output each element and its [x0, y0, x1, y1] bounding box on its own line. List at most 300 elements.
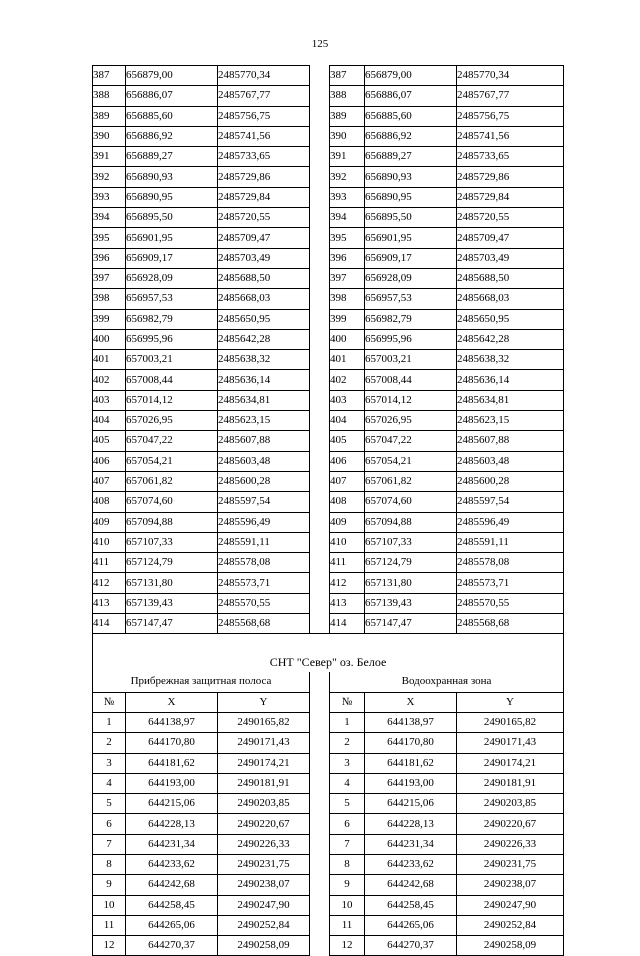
point-number: 412	[93, 573, 126, 593]
x-coordinate: 644270,37	[365, 936, 457, 956]
column-gap	[310, 370, 330, 390]
y-coordinate: 2485638,32	[218, 350, 310, 370]
y-coordinate: 2485729,84	[457, 187, 564, 207]
x-coordinate: 644138,97	[365, 712, 457, 732]
x-coordinate: 656890,93	[365, 167, 457, 187]
column-gap	[310, 553, 330, 573]
x-coordinate: 657026,95	[126, 411, 218, 431]
point-number: 398	[93, 289, 126, 309]
column-gap	[310, 773, 330, 793]
header-x: X	[126, 692, 218, 712]
x-coordinate: 656928,09	[365, 268, 457, 288]
point-number: 392	[330, 167, 365, 187]
table-row	[93, 794, 564, 814]
y-coordinate: 2485570,55	[457, 593, 564, 613]
point-number: 403	[93, 390, 126, 410]
x-coordinate: 657074,60	[365, 492, 457, 512]
point-number: 389	[330, 106, 365, 126]
y-coordinate: 2485642,28	[457, 329, 564, 349]
y-coordinate: 2485607,88	[457, 431, 564, 451]
x-coordinate: 644233,62	[126, 854, 218, 874]
table-row	[93, 329, 564, 349]
y-coordinate: 2490247,90	[457, 895, 564, 915]
left-heading: Прибрежная защитная полоса	[93, 672, 310, 692]
x-coordinate: 656886,07	[126, 86, 218, 106]
point-number: 12	[330, 936, 365, 956]
y-coordinate: 2490174,21	[218, 753, 310, 773]
x-coordinate: 644170,80	[365, 733, 457, 753]
y-coordinate: 2490181,91	[457, 773, 564, 793]
x-coordinate: 644231,34	[365, 834, 457, 854]
y-coordinate: 2485767,77	[457, 86, 564, 106]
point-number: 411	[93, 553, 126, 573]
column-gap	[310, 309, 330, 329]
x-coordinate: 657124,79	[126, 553, 218, 573]
x-coordinate: 656886,07	[365, 86, 457, 106]
point-number: 404	[93, 411, 126, 431]
point-number: 398	[330, 289, 365, 309]
y-coordinate: 2485607,88	[218, 431, 310, 451]
x-coordinate: 656886,92	[365, 126, 457, 146]
point-number: 4	[330, 773, 365, 793]
table-row	[93, 773, 564, 793]
table-row	[93, 411, 564, 431]
point-number: 6	[93, 814, 126, 834]
x-coordinate: 657054,21	[126, 451, 218, 471]
header-y: Y	[218, 692, 310, 712]
y-coordinate: 2490203,85	[457, 794, 564, 814]
point-number: 393	[330, 187, 365, 207]
point-number: 11	[93, 915, 126, 935]
column-gap	[310, 390, 330, 410]
x-coordinate: 656895,50	[126, 208, 218, 228]
x-coordinate: 657094,88	[365, 512, 457, 532]
x-coordinate: 656957,53	[365, 289, 457, 309]
x-coordinate: 656890,95	[126, 187, 218, 207]
table-row	[93, 834, 564, 854]
x-coordinate: 644258,45	[126, 895, 218, 915]
header-y: Y	[457, 692, 564, 712]
point-number: 10	[93, 895, 126, 915]
section-spacer	[93, 634, 564, 653]
header-number: №	[93, 692, 126, 712]
point-number: 390	[93, 126, 126, 146]
point-number: 391	[330, 147, 365, 167]
y-coordinate: 2485573,71	[457, 573, 564, 593]
table-row	[93, 593, 564, 613]
x-coordinate: 657008,44	[365, 370, 457, 390]
x-coordinate: 644228,13	[365, 814, 457, 834]
x-coordinate: 644265,06	[365, 915, 457, 935]
y-coordinate: 2485578,08	[218, 553, 310, 573]
point-number: 397	[330, 268, 365, 288]
point-number: 411	[330, 553, 365, 573]
table-row	[93, 471, 564, 491]
x-coordinate: 657061,82	[126, 471, 218, 491]
y-coordinate: 2490203,85	[218, 794, 310, 814]
point-number: 2	[93, 733, 126, 753]
y-coordinate: 2485578,08	[457, 553, 564, 573]
table-row	[93, 573, 564, 593]
x-coordinate: 656879,00	[126, 66, 218, 86]
point-number: 394	[93, 208, 126, 228]
y-coordinate: 2490238,07	[218, 875, 310, 895]
table-row	[93, 126, 564, 146]
x-coordinate: 656909,17	[365, 248, 457, 268]
point-number: 9	[93, 875, 126, 895]
x-coordinate: 644215,06	[126, 794, 218, 814]
point-number: 402	[330, 370, 365, 390]
table-row	[93, 248, 564, 268]
x-coordinate: 656890,93	[126, 167, 218, 187]
point-number: 414	[93, 614, 126, 634]
y-coordinate: 2485570,55	[218, 593, 310, 613]
x-coordinate: 657131,80	[365, 573, 457, 593]
column-gap	[310, 147, 330, 167]
x-coordinate: 657014,12	[126, 390, 218, 410]
x-coordinate: 657026,95	[365, 411, 457, 431]
table-row	[93, 370, 564, 390]
y-coordinate: 2490231,75	[218, 854, 310, 874]
column-gap	[310, 936, 330, 956]
point-number: 407	[93, 471, 126, 491]
y-coordinate: 2490165,82	[218, 712, 310, 732]
point-number: 400	[93, 329, 126, 349]
table-row	[93, 712, 564, 732]
column-gap	[310, 106, 330, 126]
x-coordinate: 644231,34	[126, 834, 218, 854]
table-row	[93, 268, 564, 288]
section-rows	[93, 634, 564, 956]
x-coordinate: 644233,62	[365, 854, 457, 874]
column-gap	[310, 66, 330, 86]
y-coordinate: 2485650,95	[457, 309, 564, 329]
spacer-cell	[93, 634, 564, 653]
table-row	[93, 147, 564, 167]
table-row	[93, 614, 564, 634]
point-number: 9	[330, 875, 365, 895]
column-gap	[310, 794, 330, 814]
column-gap	[310, 329, 330, 349]
point-number: 7	[330, 834, 365, 854]
point-number: 396	[330, 248, 365, 268]
column-gap	[310, 573, 330, 593]
column-gap	[310, 672, 330, 692]
x-coordinate: 657003,21	[365, 350, 457, 370]
column-gap	[310, 187, 330, 207]
y-coordinate: 2490181,91	[218, 773, 310, 793]
subheading-row	[93, 672, 564, 692]
point-number: 1	[330, 712, 365, 732]
column-gap	[310, 167, 330, 187]
table-row	[93, 167, 564, 187]
y-coordinate: 2485596,49	[218, 512, 310, 532]
x-coordinate: 656890,95	[365, 187, 457, 207]
y-coordinate: 2485623,15	[457, 411, 564, 431]
table-row	[93, 106, 564, 126]
x-coordinate: 656909,17	[126, 248, 218, 268]
x-coordinate: 657107,33	[365, 532, 457, 552]
table-row	[93, 289, 564, 309]
y-coordinate: 2485720,55	[218, 208, 310, 228]
x-coordinate: 657131,80	[126, 573, 218, 593]
y-coordinate: 2485568,68	[457, 614, 564, 634]
table-row	[93, 895, 564, 915]
column-gap	[310, 228, 330, 248]
y-coordinate: 2485688,50	[457, 268, 564, 288]
y-coordinate: 2490220,67	[218, 814, 310, 834]
y-coordinate: 2490174,21	[457, 753, 564, 773]
point-number: 388	[330, 86, 365, 106]
table-row	[93, 187, 564, 207]
x-coordinate: 644181,62	[126, 753, 218, 773]
point-number: 12	[93, 936, 126, 956]
y-coordinate: 2490220,67	[457, 814, 564, 834]
column-gap	[310, 289, 330, 309]
point-number: 2	[330, 733, 365, 753]
y-coordinate: 2485729,84	[218, 187, 310, 207]
y-coordinate: 2485642,28	[218, 329, 310, 349]
x-coordinate: 644242,68	[365, 875, 457, 895]
x-coordinate: 644181,62	[365, 753, 457, 773]
point-number: 405	[330, 431, 365, 451]
x-coordinate: 657008,44	[126, 370, 218, 390]
point-number: 403	[330, 390, 365, 410]
point-number: 10	[330, 895, 365, 915]
column-gap	[310, 712, 330, 732]
point-number: 409	[93, 512, 126, 532]
column-gap	[310, 593, 330, 613]
point-number: 11	[330, 915, 365, 935]
column-gap	[310, 126, 330, 146]
point-number: 8	[330, 854, 365, 874]
x-coordinate: 656886,92	[126, 126, 218, 146]
table-row	[93, 451, 564, 471]
x-coordinate: 644228,13	[126, 814, 218, 834]
column-header-row	[93, 692, 564, 712]
point-number: 397	[93, 268, 126, 288]
point-number: 390	[330, 126, 365, 146]
y-coordinate: 2490258,09	[457, 936, 564, 956]
x-coordinate: 657061,82	[365, 471, 457, 491]
x-coordinate: 656879,00	[365, 66, 457, 86]
x-coordinate: 644270,37	[126, 936, 218, 956]
y-coordinate: 2490165,82	[457, 712, 564, 732]
x-coordinate: 644138,97	[126, 712, 218, 732]
column-gap	[310, 875, 330, 895]
column-gap	[310, 512, 330, 532]
y-coordinate: 2485770,34	[218, 66, 310, 86]
point-number: 414	[330, 614, 365, 634]
column-gap	[310, 532, 330, 552]
point-number: 401	[93, 350, 126, 370]
y-coordinate: 2485729,86	[218, 167, 310, 187]
y-coordinate: 2485636,14	[457, 370, 564, 390]
x-coordinate: 657107,33	[126, 532, 218, 552]
table-row	[93, 532, 564, 552]
y-coordinate: 2490171,43	[218, 733, 310, 753]
right-heading: Водоохранная зона	[330, 672, 564, 692]
point-number: 391	[93, 147, 126, 167]
y-coordinate: 2490247,90	[218, 895, 310, 915]
y-coordinate: 2485668,03	[218, 289, 310, 309]
y-coordinate: 2485634,81	[218, 390, 310, 410]
x-coordinate: 656901,95	[126, 228, 218, 248]
point-number: 387	[330, 66, 365, 86]
column-gap	[310, 614, 330, 634]
point-number: 395	[93, 228, 126, 248]
point-number: 413	[93, 593, 126, 613]
table-row	[93, 854, 564, 874]
point-number: 407	[330, 471, 365, 491]
point-number: 408	[330, 492, 365, 512]
point-number: 1	[93, 712, 126, 732]
point-number: 389	[93, 106, 126, 126]
x-coordinate: 656889,27	[126, 147, 218, 167]
column-gap	[310, 208, 330, 228]
y-coordinate: 2485741,56	[457, 126, 564, 146]
table-row	[93, 512, 564, 532]
column-gap	[310, 915, 330, 935]
point-number: 5	[330, 794, 365, 814]
y-coordinate: 2490226,33	[457, 834, 564, 854]
y-coordinate: 2485634,81	[457, 390, 564, 410]
table-row	[93, 814, 564, 834]
y-coordinate: 2485741,56	[218, 126, 310, 146]
x-coordinate: 657139,43	[126, 593, 218, 613]
table-row	[93, 350, 564, 370]
y-coordinate: 2485729,86	[457, 167, 564, 187]
x-coordinate: 657014,12	[365, 390, 457, 410]
y-coordinate: 2485638,32	[457, 350, 564, 370]
y-coordinate: 2485709,47	[457, 228, 564, 248]
y-coordinate: 2490226,33	[218, 834, 310, 854]
table-row	[93, 208, 564, 228]
table-row	[93, 936, 564, 956]
point-number: 393	[93, 187, 126, 207]
point-number: 8	[93, 854, 126, 874]
point-number: 399	[93, 309, 126, 329]
table-row	[93, 390, 564, 410]
column-gap	[310, 471, 330, 491]
point-number: 396	[93, 248, 126, 268]
y-coordinate: 2485767,77	[218, 86, 310, 106]
column-gap	[310, 753, 330, 773]
table-row	[93, 228, 564, 248]
table-row	[93, 733, 564, 753]
coordinates-table	[92, 65, 564, 956]
column-gap	[310, 834, 330, 854]
table-row	[93, 309, 564, 329]
point-number: 406	[93, 451, 126, 471]
point-number: 412	[330, 573, 365, 593]
point-number: 401	[330, 350, 365, 370]
x-coordinate: 656995,96	[126, 329, 218, 349]
y-coordinate: 2485600,28	[457, 471, 564, 491]
y-coordinate: 2485668,03	[457, 289, 564, 309]
point-number: 7	[93, 834, 126, 854]
x-coordinate: 656895,50	[365, 208, 457, 228]
column-gap	[310, 350, 330, 370]
y-coordinate: 2485568,68	[218, 614, 310, 634]
point-number: 3	[93, 753, 126, 773]
column-gap	[310, 854, 330, 874]
y-coordinate: 2485720,55	[457, 208, 564, 228]
table-row	[93, 875, 564, 895]
x-coordinate: 656928,09	[126, 268, 218, 288]
point-number: 408	[93, 492, 126, 512]
y-coordinate: 2485703,49	[218, 248, 310, 268]
y-coordinate: 2490171,43	[457, 733, 564, 753]
table-row	[93, 492, 564, 512]
y-coordinate: 2485591,11	[457, 532, 564, 552]
table-row	[93, 431, 564, 451]
x-coordinate: 644193,00	[126, 773, 218, 793]
x-coordinate: 656982,79	[126, 309, 218, 329]
continuation-rows	[93, 66, 564, 634]
column-gap	[310, 814, 330, 834]
point-number: 404	[330, 411, 365, 431]
y-coordinate: 2485709,47	[218, 228, 310, 248]
point-number: 402	[93, 370, 126, 390]
column-gap	[310, 692, 330, 712]
x-coordinate: 657147,47	[126, 614, 218, 634]
y-coordinate: 2490258,09	[218, 936, 310, 956]
table-row	[93, 66, 564, 86]
x-coordinate: 656889,27	[365, 147, 457, 167]
point-number: 5	[93, 794, 126, 814]
table-row	[93, 86, 564, 106]
point-number: 392	[93, 167, 126, 187]
x-coordinate: 644193,00	[365, 773, 457, 793]
point-number: 3	[330, 753, 365, 773]
x-coordinate: 656995,96	[365, 329, 457, 349]
y-coordinate: 2490238,07	[457, 875, 564, 895]
column-gap	[310, 733, 330, 753]
point-number: 410	[330, 532, 365, 552]
x-coordinate: 644265,06	[126, 915, 218, 935]
y-coordinate: 2490231,75	[457, 854, 564, 874]
point-number: 413	[330, 593, 365, 613]
point-number: 395	[330, 228, 365, 248]
y-coordinate: 2485733,65	[218, 147, 310, 167]
point-number: 409	[330, 512, 365, 532]
section-title-row	[93, 652, 564, 672]
x-coordinate: 657124,79	[365, 553, 457, 573]
x-coordinate: 644242,68	[126, 875, 218, 895]
y-coordinate: 2485600,28	[218, 471, 310, 491]
point-number: 387	[93, 66, 126, 86]
x-coordinate: 657047,22	[126, 431, 218, 451]
table-row	[93, 753, 564, 773]
y-coordinate: 2485770,34	[457, 66, 564, 86]
page-number: 125	[311, 38, 329, 50]
x-coordinate: 656885,60	[126, 106, 218, 126]
x-coordinate: 644170,80	[126, 733, 218, 753]
y-coordinate: 2485636,14	[218, 370, 310, 390]
point-number: 4	[93, 773, 126, 793]
x-coordinate: 657147,47	[365, 614, 457, 634]
x-coordinate: 657054,21	[365, 451, 457, 471]
table-row	[93, 915, 564, 935]
column-gap	[310, 431, 330, 451]
table-row	[93, 553, 564, 573]
y-coordinate: 2485573,71	[218, 573, 310, 593]
x-coordinate: 644215,06	[365, 794, 457, 814]
point-number: 399	[330, 309, 365, 329]
y-coordinate: 2485597,54	[457, 492, 564, 512]
x-coordinate: 657094,88	[126, 512, 218, 532]
